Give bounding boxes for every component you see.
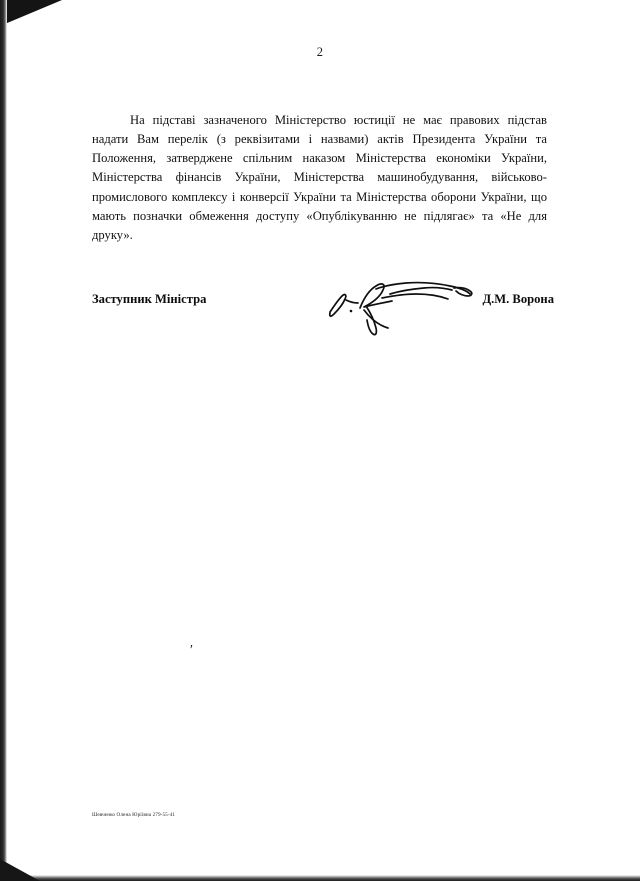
footer-contact-note: Шевченко Олена Юріївна 279-55-41 bbox=[92, 812, 176, 818]
page-number: 2 bbox=[316, 45, 324, 59]
body-paragraph: На підставі зазначеного Міністерство юстиції не має правових підстав надати Вам перелік (з реквізитами і назвами) актів Президента України та Положення, затверджене спільним наказом Міністерства економіки України, Міністерства фінансів України, Міністерства машинобудування, військово-промислового комплексу і конверсії України та Міністерства оборони України, що мають позначки обмеження доступу «Опублікуванню не підлягає» та «Не для друку». bbox=[92, 112, 547, 243]
scan-artifact-top-left bbox=[0, 0, 62, 26]
signer-title: Заступник Міністра bbox=[92, 292, 207, 306]
stray-ink-mark: ′ bbox=[190, 643, 194, 658]
scan-artifact-bottom-edge bbox=[0, 875, 640, 881]
handwritten-signature-icon bbox=[320, 270, 500, 340]
scan-artifact-left-edge bbox=[0, 0, 7, 881]
signer-name: Д.М. Ворона bbox=[482, 292, 554, 306]
signature-block bbox=[92, 292, 554, 316]
